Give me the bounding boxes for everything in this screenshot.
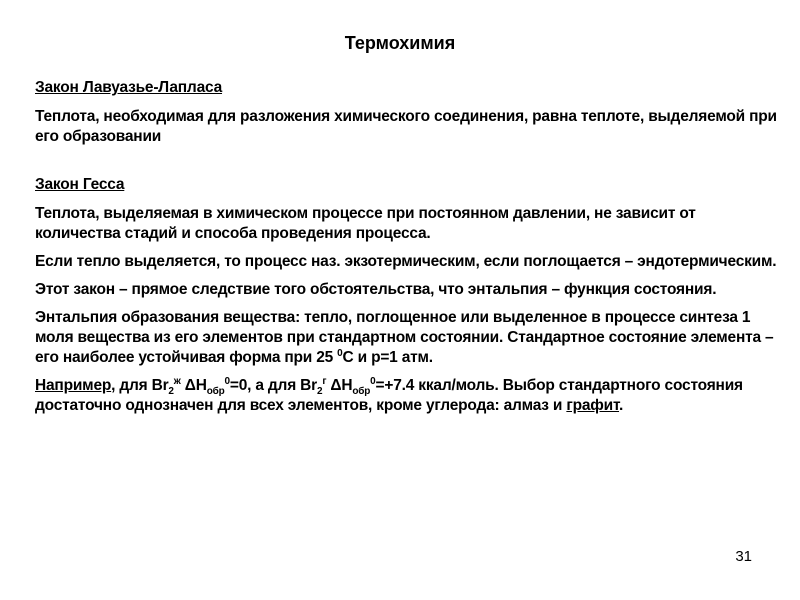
degree-superscript: 0 (337, 347, 343, 359)
slide-content (35, 78, 780, 424)
law-hess-paragraph-3: Этот закон – прямое следствие того обстоятельства, что энтальпия – функция состояния. (35, 281, 717, 298)
example-paragraph (35, 376, 780, 416)
example-lead: Например (35, 377, 112, 394)
enthalpy-text-b: С и p=1 атм. (342, 349, 433, 366)
law-hess-heading-text: Закон Гесса (35, 176, 125, 193)
br2-liquid-superscript: ж (173, 375, 181, 387)
example-text-4: ΔH (326, 377, 353, 394)
br2-gas-subscript: 2 (316, 386, 323, 398)
example-text-6: . (619, 397, 624, 414)
enthalpy-text-a: Энтальпия образования вещества: тепло, поглощенное или выделенное в процессе синтеза 1 моля вещества из его элементов при стандартном состоянии. Стандартное состояние элемента – его наиболее устойчивая форма при 25 (35, 309, 774, 366)
br2-liquid-subscript: 2 (168, 386, 174, 398)
enthalpy-formation-paragraph (35, 308, 780, 368)
delta-h-formation-subscript-1: обр (206, 386, 225, 398)
law-lavoisier-laplace-heading (35, 78, 780, 98)
example-text-2: ΔH (180, 377, 207, 394)
br2-gas-superscript: г (322, 375, 327, 387)
example-text-3: =0, а для Br (229, 377, 317, 394)
page-number: 31 (735, 548, 752, 565)
graphite-term: графит (566, 397, 620, 414)
delta-h-formation-subscript-2: обр (352, 386, 371, 398)
law-lavoisier-laplace-heading-text: Закон Лавуазье-Лапласа (35, 79, 223, 96)
law-hess-paragraph-1: Теплота, выделяемая в химическом процессе при постоянном давлении, не зависит от количества стадий и способа проведения процесса. (35, 205, 696, 242)
example-text-5: =+7.4 ккал/моль. Выбор стандартного состояния достаточно однозначен для всех элементов, кроме углерода: алмаз и (35, 377, 743, 414)
law-lavoisier-laplace-text: Теплота, необходимая для разложения химического соединения, равна теплоте, выделяемой при его образовании (35, 108, 777, 145)
example-text-1: , для Br (111, 377, 169, 394)
slide-title: Термохимия (344, 33, 456, 53)
delta-h-standard-superscript-1: 0 (224, 375, 230, 387)
law-hess-heading (35, 175, 780, 195)
law-hess-paragraph-2: Если тепло выделяется, то процесс наз. экзотермическим, если поглощается – эндотермическим. (35, 253, 777, 270)
delta-h-standard-superscript-2: 0 (370, 375, 376, 387)
